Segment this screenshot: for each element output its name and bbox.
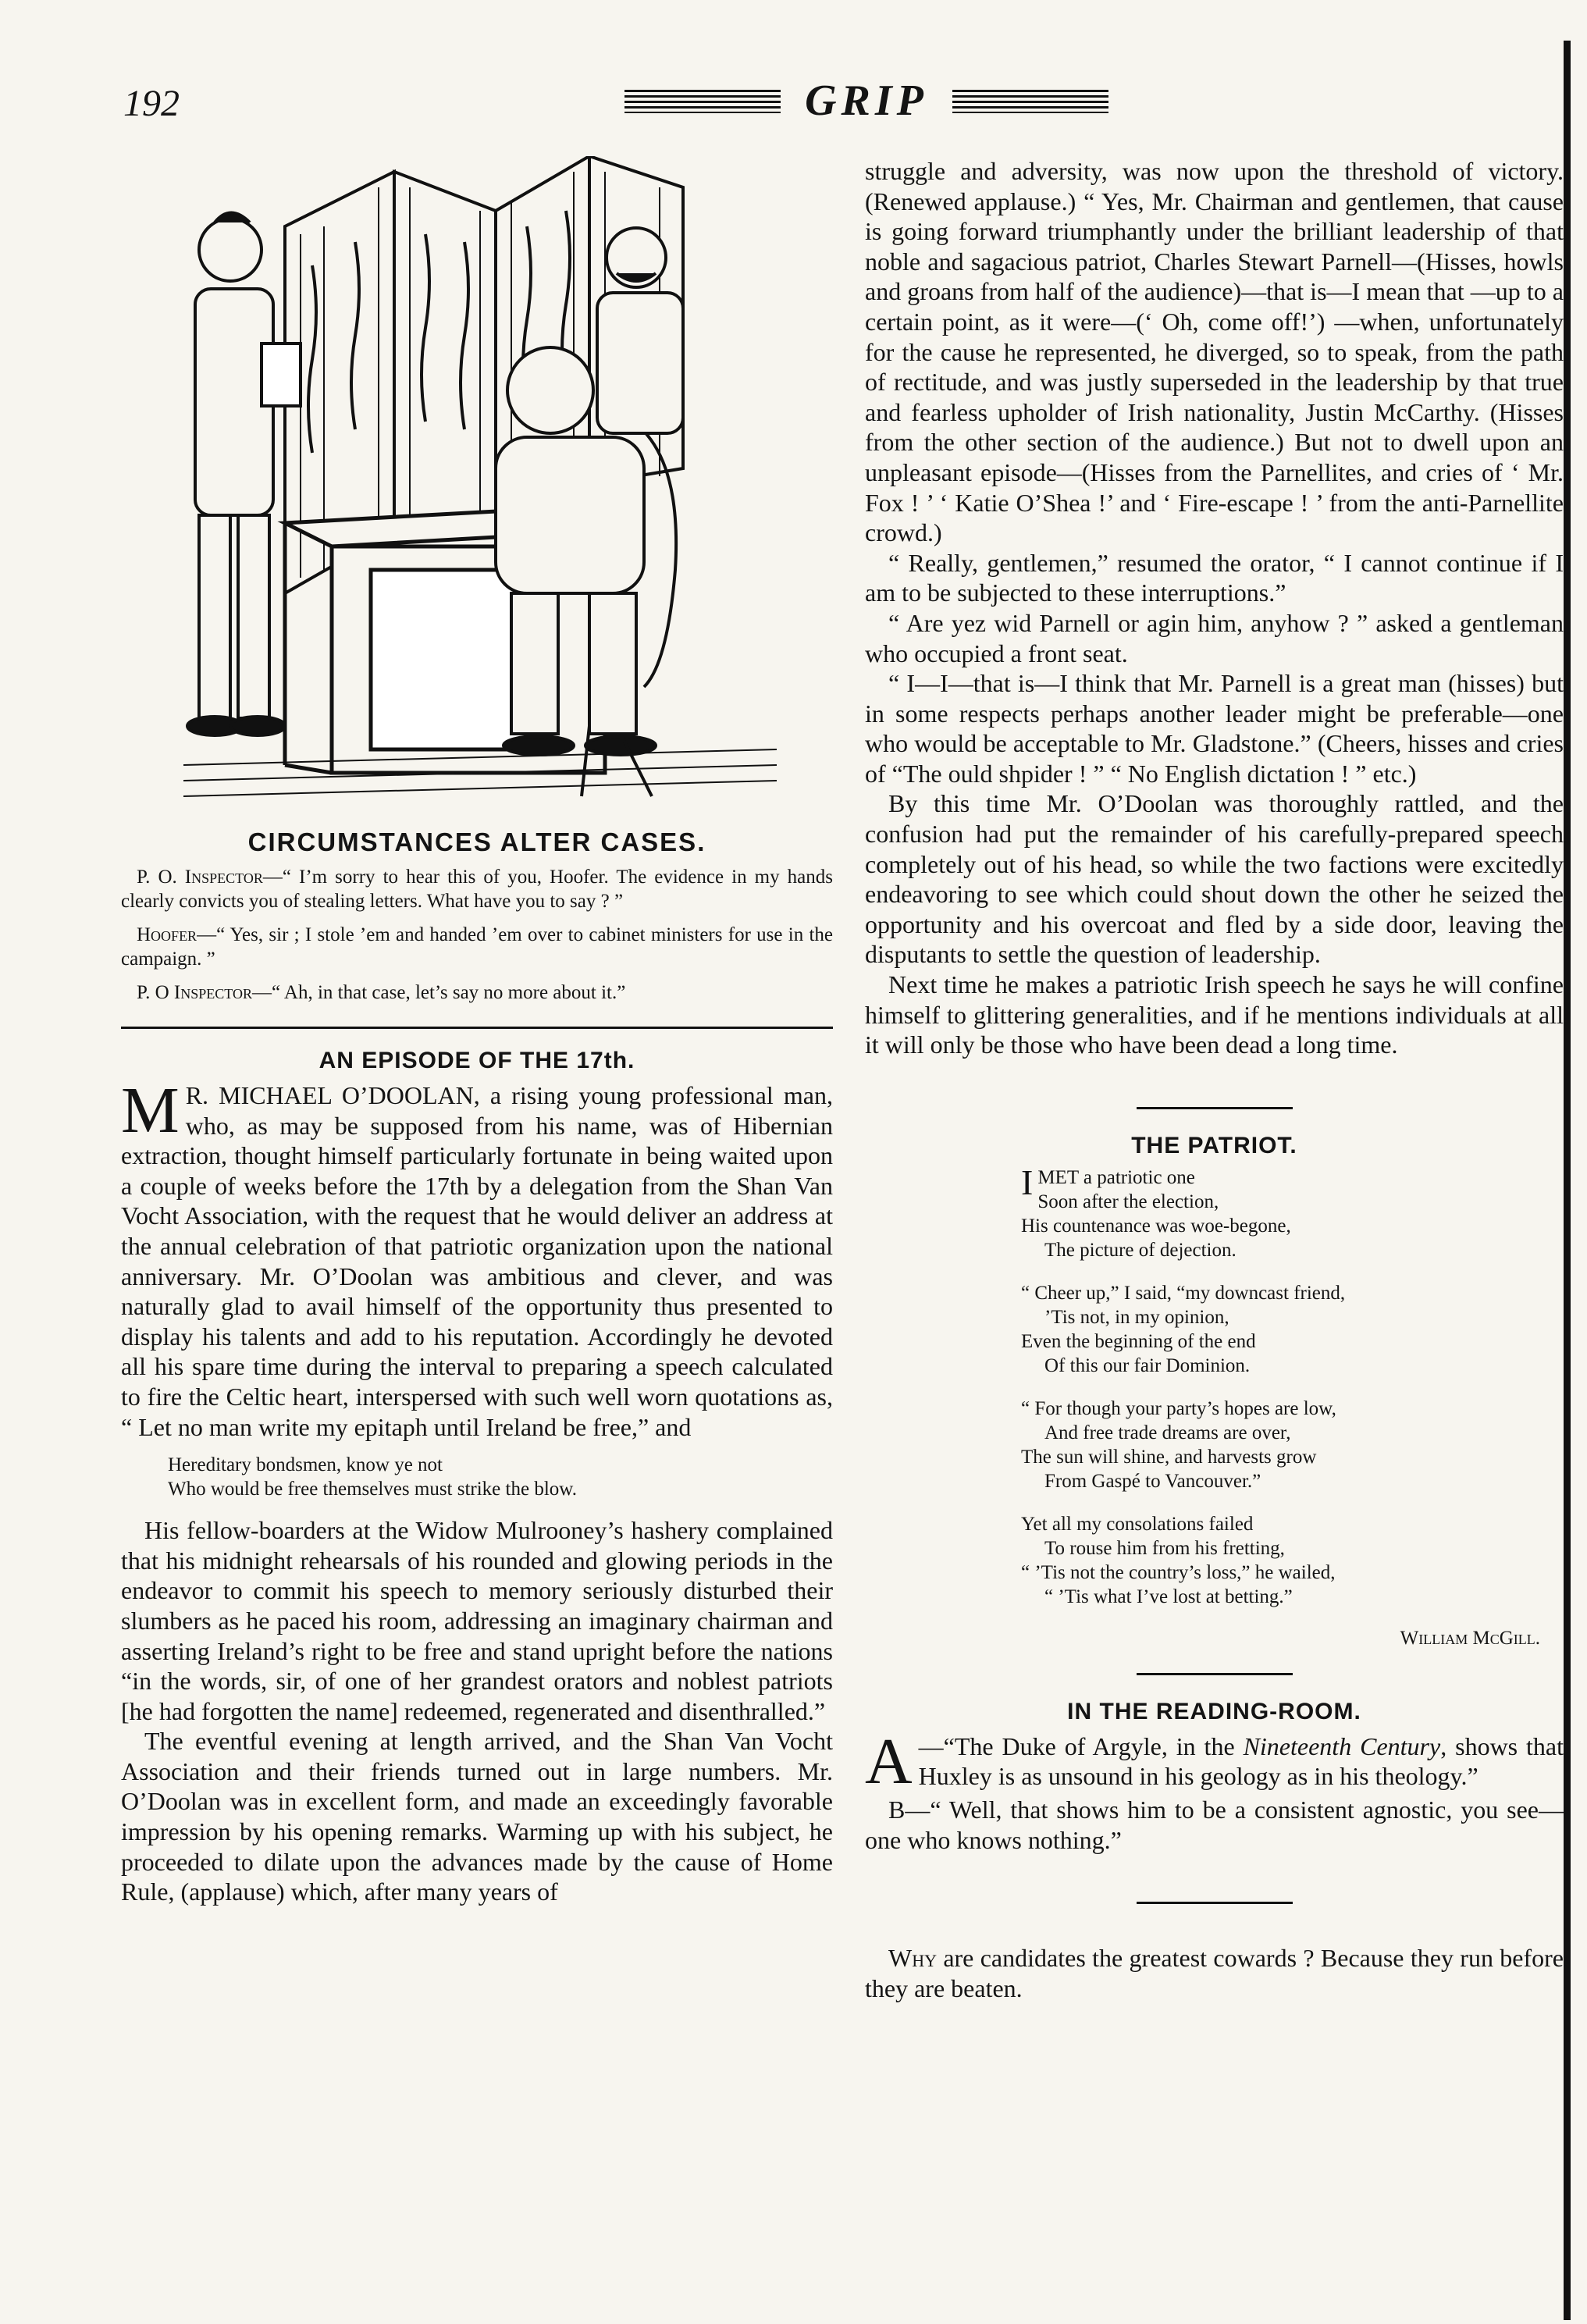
episode-paragraph-1: M R. MICHAEL O’DOOLAN, a rising young professional man, who, as may be supposed from his name, was of Hibernian extraction, thought himself particularly fortunate in being waited upon a couple of weeks before the 17th by a delegation from the Shan Van Vocht Association, with the request that he would deliver an address at the annual celebration of that patriotic organization upon the national anniversary. Mr. O’Doolan was ambitious and clever, and was naturally glad to avail himself of the opportunity thus presented to display his talents and add to his reputation. Accordingly he devoted all his spare time during the interval to preparing a speech calculated to fire the Celtic heart, interspersed with such well worn quotations as, “ Let no man write my epitaph until Ireland be free,” and xyxy=(121,1074,833,1441)
reading-room-text xyxy=(865,1724,1564,1855)
episode-paragraph-9: Next time he makes a patriotic Irish speech he says he will confine himself to glittering generalities, and if he mentions individuals at all it will only be those who have been dead a long time. xyxy=(865,970,1564,1059)
section-divider xyxy=(1137,1673,1293,1675)
episode-paragraph-8: By this time Mr. O’Doolan was thoroughly rattled, and the confusion had put the remainder of his carefully-prepared speech completely out of his head, so while the two factions were excitedly endeavoring to see which could shout down the other he seized the opportunity and his overcoat and fled by a side door, leaving the disputants to settle the question of leadership. xyxy=(865,789,1564,969)
poem-stanza: “ For though your party’s hopes are low, And free trade dreams are over, The sun will shine, and harvests grow From Gaspé to Vancouver.” xyxy=(1021,1397,1336,1492)
drop-cap: M xyxy=(121,1074,180,1147)
section-divider xyxy=(121,1027,833,1029)
patriot-poem xyxy=(1021,1162,1564,1609)
poem-author: William McGill. xyxy=(1400,1627,1540,1649)
episode-quote: Hereditary bondsmen, know ye not Who would be free themselves must strike the blow. xyxy=(168,1454,577,1500)
masthead-ornament-left xyxy=(624,90,781,113)
poem-stanza: Yet all my consolations failed To rouse him from his fretting, “ ’Tis not the country’s loss,” he wailed, “ ’Tis what I’ve lost at betting.” xyxy=(1021,1513,1336,1607)
caption-title: CIRCUMSTANCES ALTER CASES. xyxy=(247,827,706,856)
poem-stanza: IMET a patriotic one Soon after the election, His countenance was woe-begone, The picture of dejection. xyxy=(1021,1162,1291,1261)
masthead xyxy=(624,74,1108,129)
episode-paragraph-2: His fellow-boarders at the Widow Mulrooney’s hashery complained that his midnight rehearsals of his rounded and glowing periods in the endeavor to commit his speech to memory seriously disturbed their slumbers as he paced his room, addressing an imaginary chairman and asserting Ireland’s right to be free and stand upright before the nations “in the words, sir, of one of her grandest orators and noblest patriots [he had forgotten the name] redeemed, regenerated and disenthralled.” xyxy=(121,1516,833,1725)
caption-line-3: P. O Inspector—“ Ah, in that case, let’s say no more about it.” xyxy=(137,982,626,1003)
episode-paragraph-6: “ Are yez wid Parnell or agin him, anyhow ? ” asked a gentleman who occupied a front seat. xyxy=(865,608,1564,667)
drop-cap: I xyxy=(1021,1162,1034,1202)
cartoon-illustration xyxy=(183,156,777,812)
drop-cap: A xyxy=(865,1724,913,1798)
episode-paragraph-4: struggle and adversity, was now upon the threshold of victory. (Renewed applause.) “ Yes, Mr. Chairman and gentlemen, that cause is going forward triumphantly under the brilliant leadership of that noble and sagacious patriot, Charles Stewart Parnell—(Hisses, howls and groans from half of the audience)—that is—I mean that —up to a certain point, as it were—(‘ Oh, come off!’) —when, unfortunately for the cause he represented, he diverged, so to speak, from the path of rectitude, and was justly superseded in the leadership by that true and fearless upholder of Irish nationality, Justin McCarthy. (Hisses from the other section of the audience.) But not to dwell upon an unpleasant episode—(Hisses from the Parnellites, and cries of ‘ Mr. Fox ! ’ ‘ Katie O’Shea !’ and ‘ Fire-escape ! ’ from the anti-Parnellite crowd.) xyxy=(865,157,1564,547)
left-column xyxy=(121,156,833,1907)
poem-stanza: “ Cheer up,” I said, “my downcast friend, ’Tis not, in my opinion, Even the beginning of the end Of this our fair Dominion. xyxy=(1021,1282,1346,1376)
reading-room-b: B—“ Well, that shows him to be a consistent agnostic, you see—one who knows nothing.” xyxy=(865,1795,1564,1854)
masthead-ornament-right xyxy=(952,90,1108,113)
episode-paragraph-5: “ Really, gentlemen,” resumed the orator, “ I cannot continue if I am to be subjected to these interruptions.” xyxy=(865,548,1564,607)
masthead-title: GRIP xyxy=(805,77,928,125)
page-number: 192 xyxy=(123,83,180,124)
episode-paragraph-3: The eventful evening at length arrived, and the Shan Van Vocht Association and their friends turned out in large numbers. Mr. O’Doolan was in excellent form, and made an exceedingly favorable impression by his opening remarks. Warming up with his subject, he proceeded to dilate upon the advances made by the cause of Home Rule, (applause) which, after many years of xyxy=(121,1727,833,1906)
right-border-rule xyxy=(1564,41,1571,2320)
episode-paragraph-7: “ I—I—that is—I think that Mr. Parnell is a great man (hisses) but in some respects perhaps another leader might be preferable—one who would be acceptable to Mr. Gladstone.” (Cheers, hisses and cries of “The ould shpider ! ” “ No English dictation ! ” etc.) xyxy=(865,669,1564,788)
caption-line-2: Hoofer—“ Yes, sir ; I stole ’em and handed ’em over to cabinet ministers for use in the campaign. ” xyxy=(121,924,833,970)
caption-line-1: P. O. Inspector—“ I’m sorry to hear this of you, Hoofer. The evidence in my hands clearly convicts you of stealing letters. What have you to say ? ” xyxy=(121,867,833,912)
patriot-title: THE PATRIOT. xyxy=(1131,1132,1297,1158)
section-divider xyxy=(1137,1902,1293,1904)
reading-room-a: A —“The Duke of Argyle, in the Nineteenth Century, shows that Huxley is as unsound in his geology as in his theology.” xyxy=(865,1724,1564,1798)
joke-paragraph: Why are candidates the greatest cowards ? Because they run before they are beaten. xyxy=(865,1944,1564,2002)
reading-room-title: IN THE READING-ROOM. xyxy=(1067,1698,1361,1724)
section-divider xyxy=(1137,1107,1293,1109)
episode-title: AN EPISODE OF THE 17th. xyxy=(318,1048,635,1073)
right-column xyxy=(865,156,1564,2003)
